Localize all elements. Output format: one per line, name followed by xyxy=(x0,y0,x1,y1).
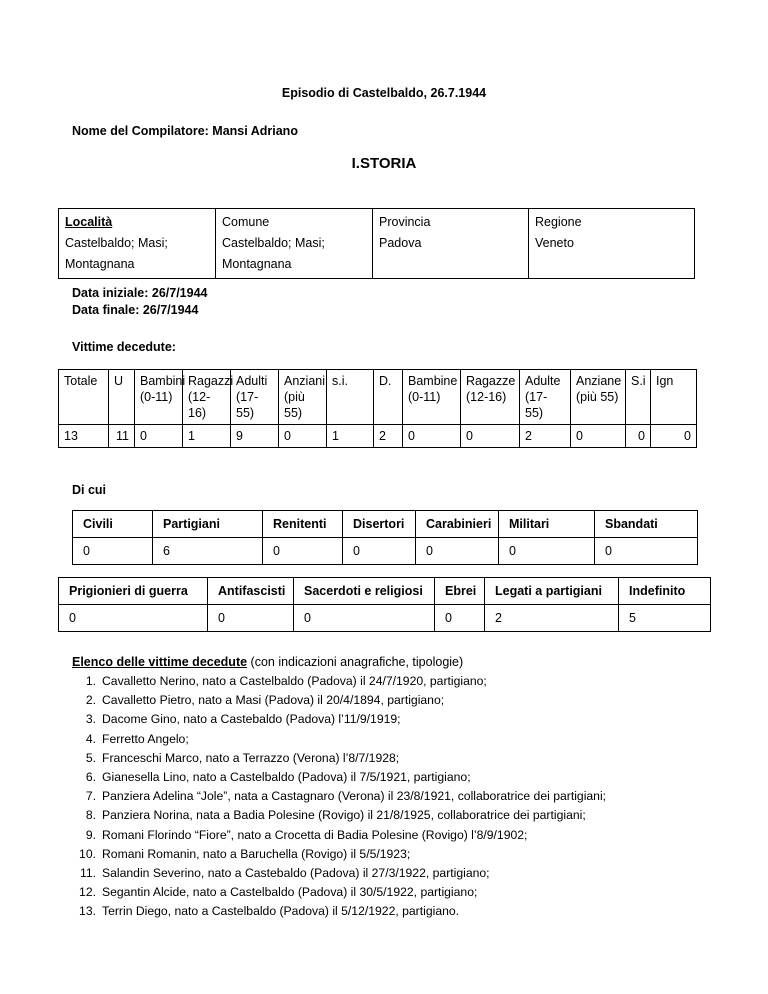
location-row xyxy=(59,209,695,279)
victims-list xyxy=(72,672,606,922)
location-header: Comune xyxy=(222,215,270,229)
date-start: Data iniziale: 26/7/1944 xyxy=(72,286,208,300)
list-item-text: Segantin Alcide, nato a Castelbaldo (Padova) il 30/5/1922, partigiano; xyxy=(102,885,478,900)
categories-table-2 xyxy=(58,577,711,632)
victims-header-bambine: Bambine (0-11) xyxy=(403,370,461,425)
victims-list-heading-bold: Elenco delle vittime decedute xyxy=(72,655,248,669)
categories-header-row xyxy=(59,578,711,605)
victims-value: 2 xyxy=(520,425,571,448)
victims-header-ign: Ign xyxy=(651,370,697,425)
list-item-text: Salandin Severino, nato a Castebaldo (Padova) il 27/3/1922, partigiano; xyxy=(102,866,490,881)
section-title: I.STORIA xyxy=(351,155,417,172)
victims-header-anziane: Anziane (più 55) xyxy=(571,370,626,425)
list-item: 9. Romani Florindo “Fiore”, nato a Crocetta di Badia Polesine (Rovigo) l’8/9/1902; xyxy=(85,827,528,842)
list-item-text: Dacome Gino, nato a Castebaldo (Padova) l’11/9/1919; xyxy=(102,712,401,727)
location-value: Padova xyxy=(379,236,422,250)
list-item: 11. Salandin Severino, nato a Castebaldo (Padova) il 27/3/1922, partigiano; xyxy=(79,866,490,881)
list-item: 10. Romani Romanin, nato a Baruchella (Rovigo) il 5/5/1923; xyxy=(79,846,411,861)
list-item-text: Panziera Norina, nata a Badia Polesine (Rovigo) il 21/8/1925, collaboratrice dei partigiani; xyxy=(102,808,586,823)
category-value: 5 xyxy=(619,605,711,632)
victims-value: 0 xyxy=(279,425,327,448)
category-value: 0 xyxy=(595,538,698,565)
victims-value: 1 xyxy=(183,425,231,448)
category-header-prigionieri: Prigionieri di guerra xyxy=(59,578,208,605)
list-item-text: Cavalletto Nerino, nato a Castelbaldo (Padova) il 24/7/1920, partigiano; xyxy=(102,674,487,688)
category-value: 0 xyxy=(343,538,416,565)
list-item-text: Terrin Diego, nato a Castelbaldo (Padova) il 5/12/1922, partigiano. xyxy=(102,904,460,919)
list-item: 8. Panziera Norina, nata a Badia Polesine (Rovigo) il 21/8/1925, collaboratrice dei partigiani; xyxy=(85,808,586,823)
category-header-partigiani: Partigiani xyxy=(153,511,263,538)
category-header-militari: Militari xyxy=(499,511,595,538)
category-value: 0 xyxy=(263,538,343,565)
categories-value-row xyxy=(59,605,711,632)
victims-header-anziani: Anziani (più 55) xyxy=(279,370,327,425)
category-header-sbandati: Sbandati xyxy=(595,511,698,538)
victims-value: 11 xyxy=(109,425,135,448)
list-item: 4. Ferretto Angelo; xyxy=(85,731,189,746)
list-item: 13. Terrin Diego, nato a Castelbaldo (Padova) il 5/12/1922, partigiano. xyxy=(79,904,460,919)
location-cell-localita xyxy=(59,209,216,279)
location-header: Località xyxy=(65,215,113,229)
location-table xyxy=(58,208,695,279)
victims-header-bambini: Bambini (0-11) xyxy=(135,370,183,425)
location-header: Regione xyxy=(535,215,582,229)
list-item: 3. Dacome Gino, nato a Castebaldo (Padova) l’11/9/1919; xyxy=(85,712,401,727)
category-value: 0 xyxy=(208,605,294,632)
category-header-sacerdoti: Sacerdoti e religiosi xyxy=(294,578,435,605)
list-item: 7. Panziera Adelina “Jole”, nata a Castagnaro (Verona) il 23/8/1921, collaboratrice dei partigiani; xyxy=(85,789,607,804)
category-header-renitenti: Renitenti xyxy=(263,511,343,538)
victims-list-heading xyxy=(72,655,463,669)
compiler-name: Nome del Compilatore: Mansi Adriano xyxy=(72,124,298,138)
list-item-text: Romani Romanin, nato a Baruchella (Rovigo) il 5/5/1923; xyxy=(102,846,411,861)
list-item: 1. Cavalletto Nerino, nato a Castelbaldo (Padova) il 24/7/1920, partigiano; xyxy=(85,674,487,688)
list-item-text: Franceschi Marco, nato a Terrazzo (Verona) l’8/7/1928; xyxy=(102,750,400,765)
victims-header-d: D. xyxy=(374,370,403,425)
category-value: 0 xyxy=(416,538,499,565)
category-header-civili: Civili xyxy=(73,511,153,538)
victims-value: 9 xyxy=(231,425,279,448)
di-cui-label: Di cui xyxy=(72,483,107,497)
victims-header-adulte: Adulte (17-55) xyxy=(520,370,571,425)
location-cell-comune xyxy=(216,209,373,279)
list-item: 2. Cavalletto Pietro, nato a Masi (Padova) il 20/4/1894, partigiano; xyxy=(85,693,445,708)
categories-table-1 xyxy=(72,510,698,565)
location-header: Provincia xyxy=(379,215,431,229)
list-item: 6. Gianesella Lino, nato a Castelbaldo (Padova) il 7/5/1921, partigiano; xyxy=(85,770,471,785)
victims-value: 0 xyxy=(461,425,520,448)
categories-value-row xyxy=(73,538,698,565)
category-value: 0 xyxy=(294,605,435,632)
victims-header-totale: Totale xyxy=(59,370,109,425)
victims-header-ragazzi: Ragazzi (12-16) xyxy=(183,370,231,425)
victims-value: 0 xyxy=(651,425,697,448)
list-item-text: Panziera Adelina “Jole”, nata a Castagnaro (Verona) il 23/8/1921, collaboratrice dei partigiani; xyxy=(102,789,607,804)
location-cell-provincia xyxy=(373,209,529,279)
victims-value: 0 xyxy=(626,425,651,448)
category-value: 6 xyxy=(153,538,263,565)
category-value: 0 xyxy=(73,538,153,565)
victims-header-adulti: Adulti (17-55) xyxy=(231,370,279,425)
episode-title: Episodio di Castelbaldo, 26.7.1944 xyxy=(281,86,487,100)
category-value: 2 xyxy=(485,605,619,632)
victims-value: 0 xyxy=(135,425,183,448)
list-item: 5. Franceschi Marco, nato a Terrazzo (Verona) l’8/7/1928; xyxy=(85,750,400,765)
date-end: Data finale: 26/7/1944 xyxy=(72,303,199,317)
location-value: Veneto xyxy=(535,236,574,250)
location-value: Castelbaldo; Masi; Montagnana xyxy=(65,236,168,271)
location-value: Castelbaldo; Masi; Montagnana xyxy=(222,236,325,271)
category-value: 0 xyxy=(59,605,208,632)
category-header-indefinito: Indefinito xyxy=(619,578,711,605)
victims-value: 0 xyxy=(403,425,461,448)
victims-header-si: s.i. xyxy=(327,370,374,425)
victims-header-row xyxy=(59,370,697,425)
victims-value-row xyxy=(59,425,697,448)
victims-table xyxy=(58,369,697,448)
location-cell-regione xyxy=(529,209,695,279)
victims-value: 1 xyxy=(327,425,374,448)
victims-header-u: U xyxy=(109,370,135,425)
list-item-text: Gianesella Lino, nato a Castelbaldo (Padova) il 7/5/1921, partigiano; xyxy=(102,770,471,785)
category-header-antifascisti: Antifascisti xyxy=(208,578,294,605)
victims-value: 13 xyxy=(59,425,109,448)
victims-header-si-f: S.i xyxy=(626,370,651,425)
victims-list-heading-rest: (con indicazioni anagrafiche, tipologie) xyxy=(247,655,464,669)
list-item-text: Ferretto Angelo; xyxy=(102,731,189,746)
victims-label: Vittime decedute: xyxy=(72,340,176,354)
list-item-text: Cavalletto Pietro, nato a Masi (Padova) il 20/4/1894, partigiano; xyxy=(102,693,445,708)
victims-value: 2 xyxy=(374,425,403,448)
category-header-disertori: Disertori xyxy=(343,511,416,538)
categories-header-row xyxy=(73,511,698,538)
list-item-text: Romani Florindo “Fiore”, nato a Crocetta di Badia Polesine (Rovigo) l’8/9/1902; xyxy=(102,827,528,842)
category-value: 0 xyxy=(435,605,485,632)
category-header-ebrei: Ebrei xyxy=(435,578,485,605)
list-item: 12. Segantin Alcide, nato a Castelbaldo (Padova) il 30/5/1922, partigiano; xyxy=(79,885,478,900)
victims-header-ragazze: Ragazze (12-16) xyxy=(461,370,520,425)
victims-value: 0 xyxy=(571,425,626,448)
category-header-carabinieri: Carabinieri xyxy=(416,511,499,538)
category-header-legati: Legati a partigiani xyxy=(485,578,619,605)
category-value: 0 xyxy=(499,538,595,565)
